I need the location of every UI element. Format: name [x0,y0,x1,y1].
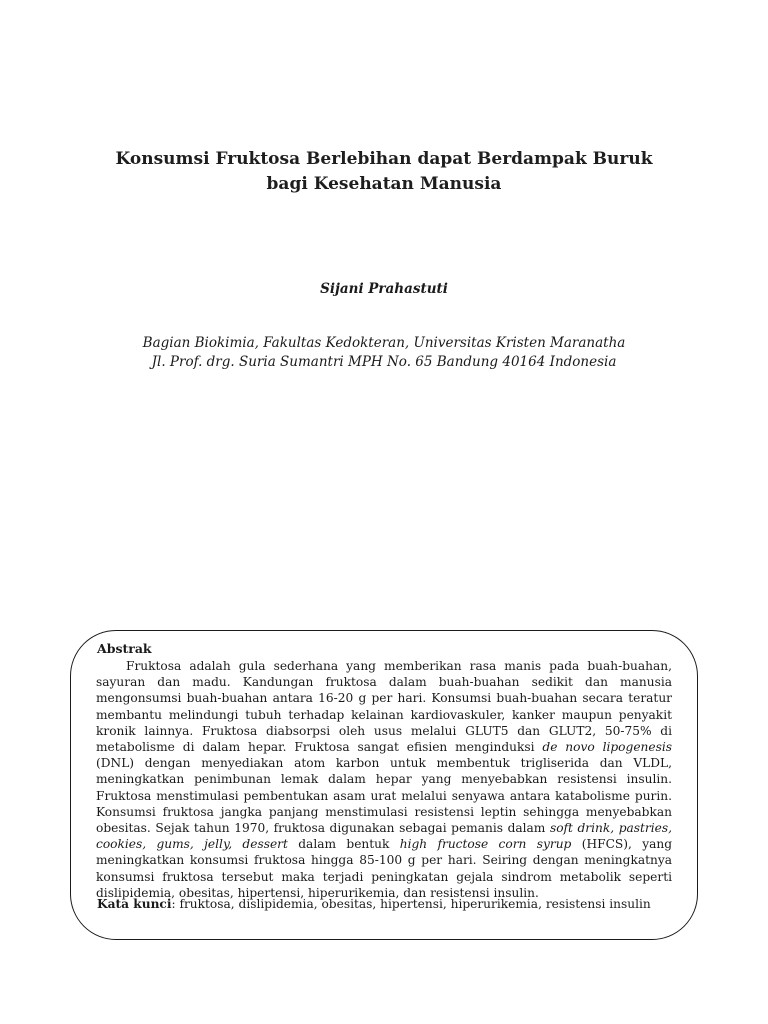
affiliation [0,334,768,372]
abstract-text-3: dalam bentuk [287,837,400,852]
author-name: Sijani Prahastuti [320,281,448,297]
paper-title [0,147,768,197]
abstract-heading: Abstrak [97,641,152,656]
abstract-paragraph [96,658,672,901]
abstract-term-hfcs: high fructose corn syrup [399,837,572,852]
abstract-term-dnl: de novo lipogenesis [542,740,672,755]
abstract-text-4: (HFCS), yang meningkatkan konsumsi fruktosa hingga 85-100 g per hari. Seiring dengan meningkatnya konsumsi fruktosa tersebut maka terjadi peningkatan gejala sindrom metabolik seperti dislipidemia, obesitas, hipertensi, hiperurikemia, dan resistensi insulin. [96,837,673,900]
paper-title-line-1: Konsumsi Fruktosa Berlebihan dapat Berdampak Buruk [115,149,653,169]
abstract-body [96,658,672,901]
abstract-text-2: (DNL) dengan menyediakan atom karbon untuk membentuk trigliserida dan VLDL, meningkatkan penimbunan lemak dalam hepar yang menyebabkan resistensi insulin. Fruktosa menstimulasi pembentukan asam urat melalui senyawa antara katabolisme purin. Konsumsi fruktosa jangka panjang menstimulasi resistensi leptin sehingga menyebabkan obesitas. Sejak tahun 1970, fruktosa digunakan sebagai pemanis dalam [96,756,672,836]
affiliation-line-2: Jl. Prof. drg. Suria Sumantri MPH No. 65 Bandung 40164 Indonesia [151,354,617,370]
keywords [97,896,673,912]
abstract-term-foods: soft drink, pastries, cookies, gums, jelly, dessert [96,821,672,852]
abstract-text-1: Fruktosa adalah gula sederhana yang memberikan rasa manis pada buah-buahan, sayuran dan madu. Kandungan fruktosa dalam buah-buahan sedikit dan manusia mengonsumsi buah-buahan antara 16-20 g per hari. Konsumsi buah-buahan secara teratur membantu melindungi tubuh terhadap kelainan kardiovaskuler, kanker maupun penyakit kronik lainnya. Fruktosa diabsorpsi oleh usus melalui GLUT5 dan GLUT2, 50-75% di metabolisme di dalam hepar. Fruktosa sangat efisien menginduksi [96,659,672,755]
keywords-text: : fruktosa, dislipidemia, obesitas, hipertensi, hiperurikemia, resistensi insulin [171,897,651,911]
keywords-label: Kata kunci [97,897,172,911]
paper-title-line-2: bagi Kesehatan Manusia [266,174,502,194]
affiliation-line-1: Bagian Biokimia, Fakultas Kedokteran, Universitas Kristen Maranatha [142,335,626,351]
